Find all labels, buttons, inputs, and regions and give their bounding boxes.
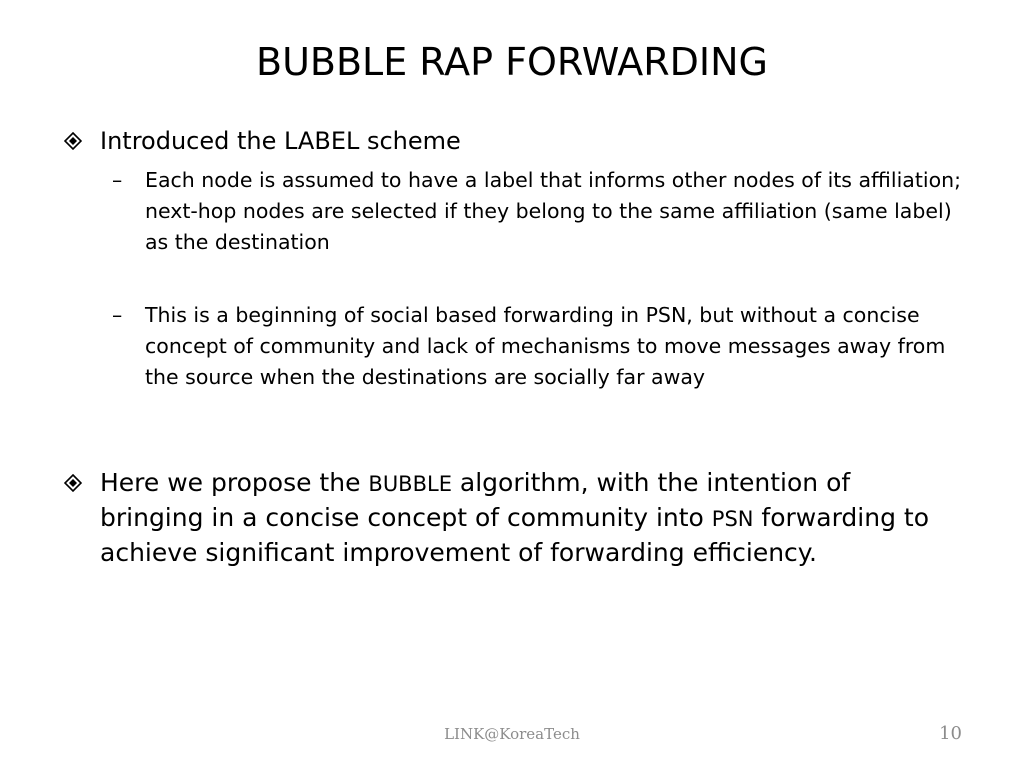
bullet-text-part: algorithm, with the intention of bringing in a concise concept of community into (100, 468, 851, 532)
page-number: 10 (939, 723, 962, 744)
bubble-term: BUBBLE (368, 472, 452, 496)
diamond-bullet-icon (64, 466, 100, 500)
bullet-item (64, 126, 954, 156)
bullet-text: Introduced the LABEL scheme (100, 127, 461, 155)
dash-marker: – (112, 303, 123, 327)
sub-bullet-item (112, 300, 972, 393)
bullet-text (100, 466, 954, 570)
psn-term: PSN (711, 507, 754, 531)
bullet-text-part: Here we propose the (100, 468, 369, 497)
slide-title: BUBBLE RAP FORWARDING (256, 40, 768, 84)
slide-footer: LINK@KoreaTech (444, 725, 580, 743)
diamond-bullet-icon (64, 126, 100, 156)
bullet-item (64, 466, 954, 570)
dash-marker: – (112, 168, 123, 192)
bullet-text-part: forwarding to achieve significant improvement of forwarding efficiency. (100, 503, 929, 567)
sub-bullet-text: This is a beginning of social based forwarding in PSN, but without a concise concept of community and lack of mechanisms to move messages away from the source when the destinations are socially far away (145, 303, 946, 389)
sub-bullet-text: Each node is assumed to have a label that informs other nodes of its affiliation; next-hop nodes are selected if they belong to the same affiliation (same label) as the destination (145, 168, 962, 254)
sub-bullet-item (112, 165, 972, 258)
